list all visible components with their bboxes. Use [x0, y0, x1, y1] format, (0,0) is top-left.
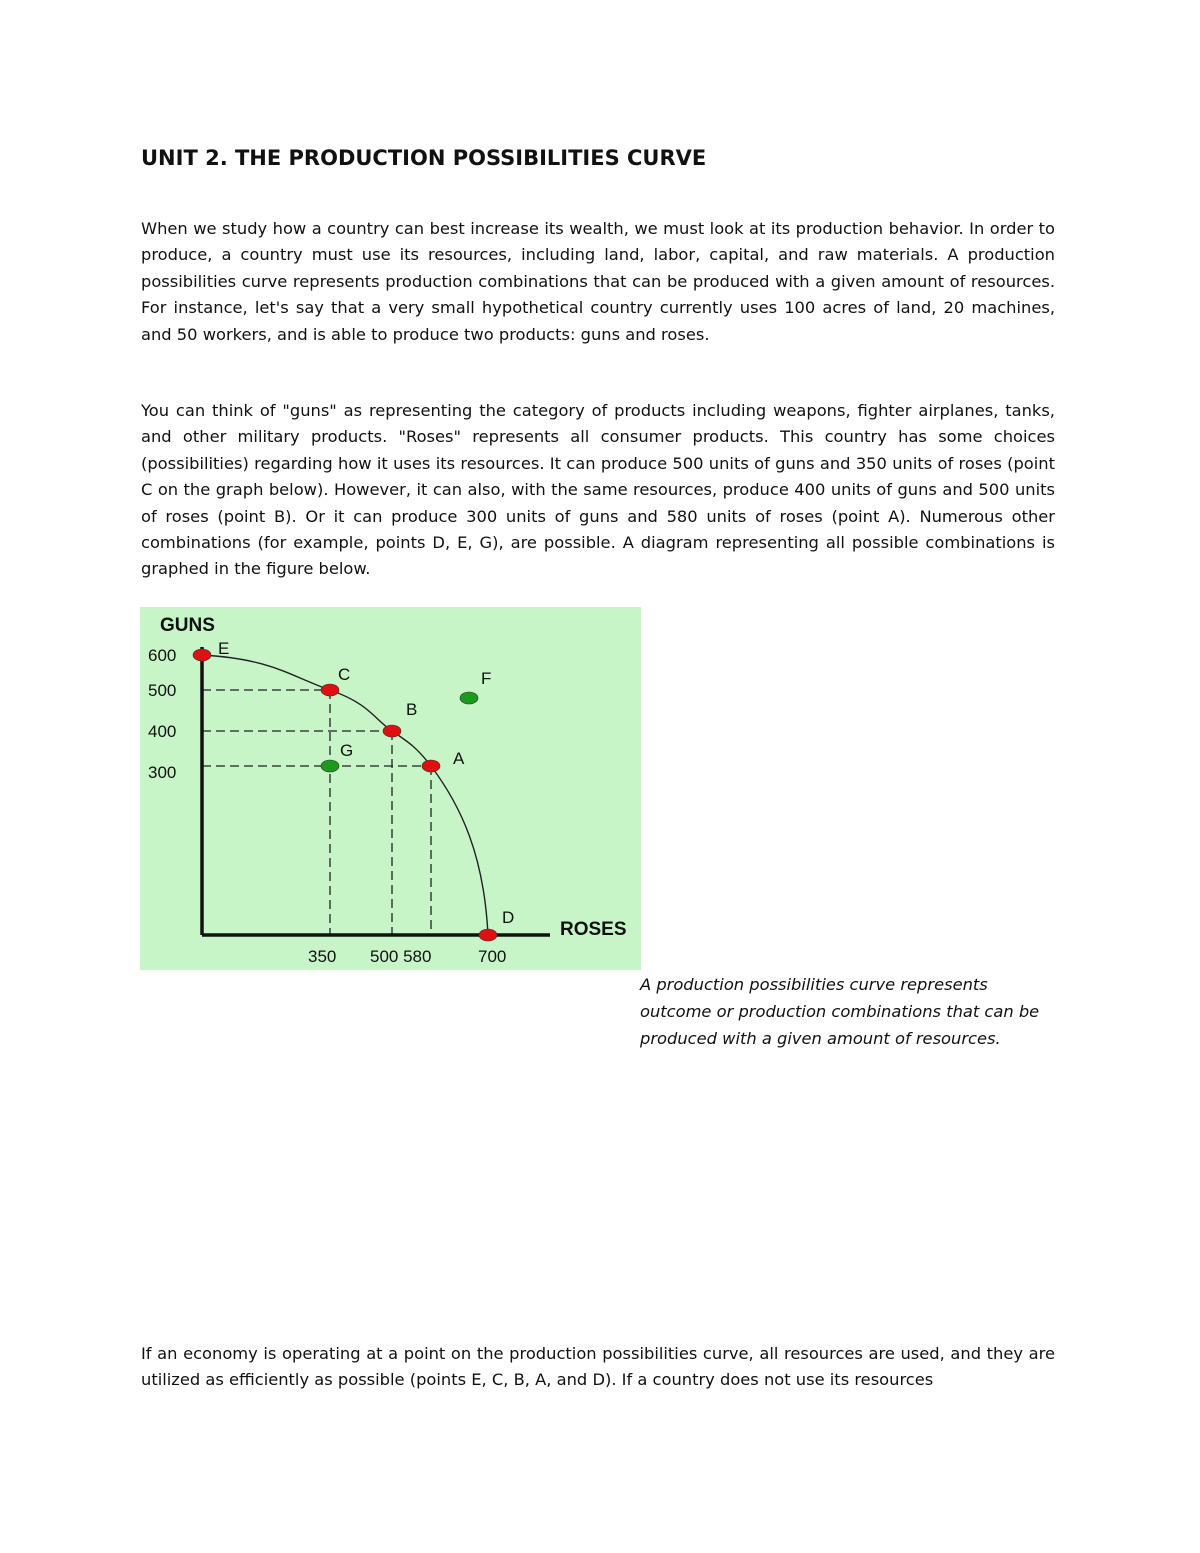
- point-d: [479, 929, 497, 941]
- point-a: [422, 760, 440, 772]
- ppc-chart: [140, 607, 641, 970]
- point-label-b: B: [406, 700, 418, 719]
- point-label-a: A: [453, 749, 465, 768]
- point-label-d: D: [502, 908, 515, 927]
- point-b: [383, 725, 401, 737]
- y-tick-label: 300: [148, 763, 177, 782]
- y-axis-label: GUNS: [160, 615, 215, 636]
- point-f: [460, 692, 478, 704]
- figure-caption: A production possibilities curve represents outcome or production combinations that can be produced with a given amount of resources.: [640, 975, 1040, 1048]
- y-tick-label: 400: [148, 722, 177, 741]
- y-tick-label: 500: [148, 681, 177, 700]
- y-tick-label: 600: [148, 646, 177, 665]
- paragraph-efficiency: If an economy is operating at a point on the production possibilities curve, all resources are used, and they are utilized as efficiently as possible (points E, C, B, A, and D). If a country does not use its resources: [141, 1344, 1055, 1390]
- paragraph-guns-roses: You can think of "guns" as representing the category of products including weapons, fighter airplanes, tanks, and other military products. "Roses" represents all consumer products. This country has some choices (possibilities) regarding how it uses its resources. It can produce 500 units of guns and 350 units of roses (point C on the graph below). However, it can also, with the same resources, produce 400 units of guns and 500 units of roses (point B). Or it can produce 300 units of guns and 580 units of roses (point A). Numerous other combinations (for example, points D, E, G), are possible. A diagram representing all possible combinations is graphed in the figure below.: [141, 401, 1055, 579]
- point-label-f: F: [481, 669, 492, 688]
- point-g: [321, 760, 339, 772]
- x-tick-label: 500 580: [370, 947, 432, 966]
- point-label-g: G: [340, 741, 354, 760]
- x-axis-label: ROSES: [560, 919, 627, 940]
- ppc-curve: [202, 655, 488, 935]
- point-c: [321, 684, 339, 696]
- page-title: UNIT 2. THE PRODUCTION POSSIBILITIES CURVE: [141, 146, 707, 170]
- point-e: [193, 649, 211, 661]
- x-tick-label: 700: [478, 947, 507, 966]
- paragraph-intro: When we study how a country can best increase its wealth, we must look at its production behavior. In order to produce, a country must use its resources, including land, labor, capital, and raw materials. A production possibilities curve represents production combinations that can be produced with a given amount of resources. For instance, let's say that a very small hypothetical country currently uses 100 acres of land, 20 machines, and 50 workers, and is able to produce two products: guns and roses.: [141, 219, 1055, 344]
- point-label-e: E: [218, 639, 230, 658]
- point-label-c: C: [338, 665, 351, 684]
- x-tick-label: 350: [308, 947, 337, 966]
- ppc-figure: [140, 607, 641, 970]
